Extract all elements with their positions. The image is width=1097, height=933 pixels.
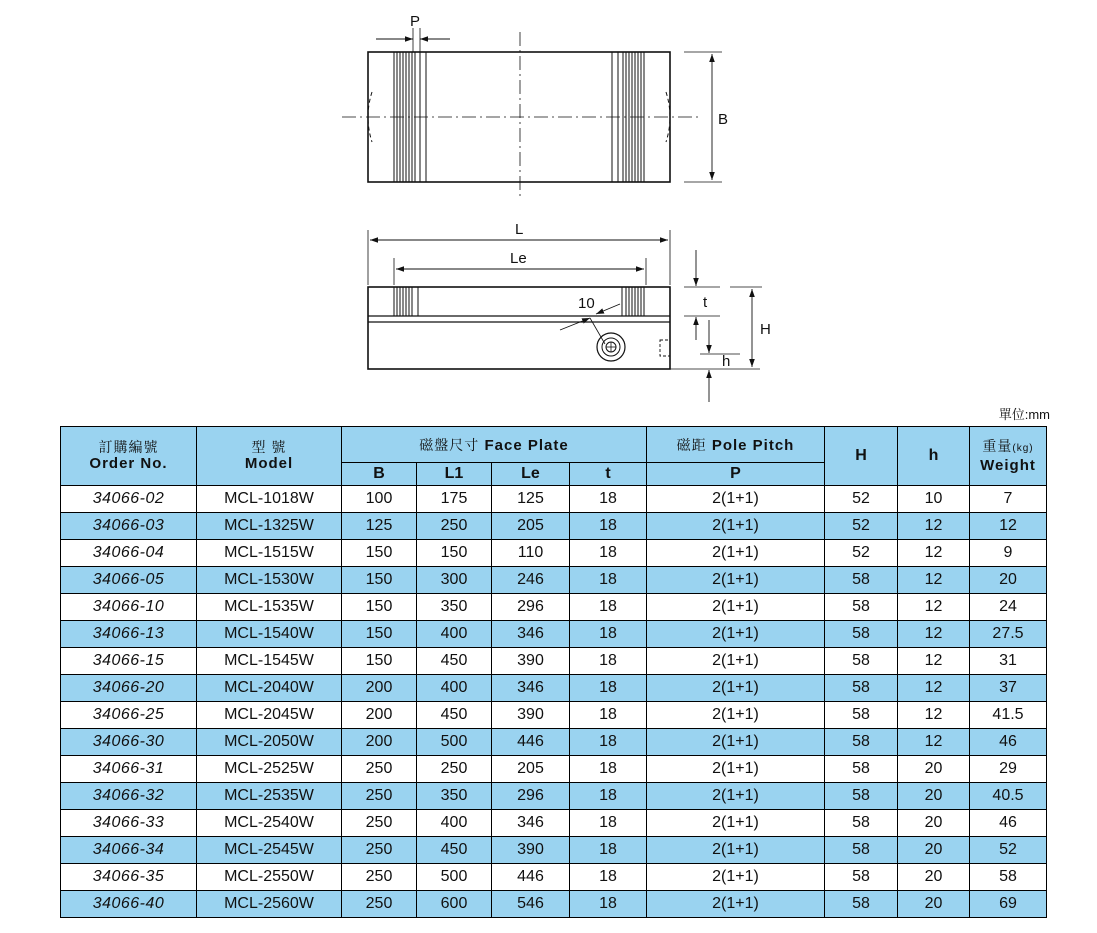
cell-p: 2(1+1) (647, 837, 825, 864)
cell-model: MCL-1530W (197, 567, 342, 594)
table-row (61, 540, 1047, 567)
cell-order: 34066-31 (61, 756, 197, 783)
cell-order: 34066-03 (61, 513, 197, 540)
cell-l1: 450 (417, 837, 492, 864)
table-row (61, 567, 1047, 594)
cell-order: 34066-30 (61, 729, 197, 756)
cell-t: 18 (570, 513, 647, 540)
cell-l1: 600 (417, 891, 492, 918)
cell-le: 446 (492, 864, 570, 891)
cell-model: MCL-2550W (197, 864, 342, 891)
cell-l1: 350 (417, 594, 492, 621)
cell-order: 34066-34 (61, 837, 197, 864)
cell-l1: 300 (417, 567, 492, 594)
cell-weight: 40.5 (970, 783, 1047, 810)
spec-table-body (61, 486, 1047, 918)
cell-l1: 450 (417, 648, 492, 675)
cell-t: 18 (570, 486, 647, 513)
cell-p: 2(1+1) (647, 891, 825, 918)
table-row (61, 702, 1047, 729)
cell-t: 18 (570, 540, 647, 567)
spec-table (60, 426, 1047, 918)
cell-h: 58 (825, 864, 898, 891)
cell-h: 12 (898, 513, 970, 540)
cell-b: 150 (342, 540, 417, 567)
header-small-h: h (898, 427, 970, 486)
table-row (61, 513, 1047, 540)
cell-h: 10 (898, 486, 970, 513)
table-row (61, 675, 1047, 702)
table-row (61, 810, 1047, 837)
cell-b: 150 (342, 621, 417, 648)
cell-l1: 450 (417, 702, 492, 729)
cell-le: 346 (492, 810, 570, 837)
cell-order: 34066-25 (61, 702, 197, 729)
cell-l1: 500 (417, 864, 492, 891)
table-row (61, 621, 1047, 648)
cell-b: 200 (342, 675, 417, 702)
cell-p: 2(1+1) (647, 594, 825, 621)
cell-l1: 400 (417, 675, 492, 702)
dim-label-h-lower: h (722, 353, 731, 370)
cell-l1: 400 (417, 810, 492, 837)
cell-weight: 12 (970, 513, 1047, 540)
cell-h: 12 (898, 675, 970, 702)
cell-t: 18 (570, 594, 647, 621)
cell-weight: 27.5 (970, 621, 1047, 648)
cell-t: 18 (570, 675, 647, 702)
cell-h: 20 (898, 783, 970, 810)
cell-order: 34066-04 (61, 540, 197, 567)
cell-weight: 69 (970, 891, 1047, 918)
cell-model: MCL-2545W (197, 837, 342, 864)
cell-t: 18 (570, 729, 647, 756)
cell-weight: 52 (970, 837, 1047, 864)
cell-b: 150 (342, 648, 417, 675)
cell-order: 34066-20 (61, 675, 197, 702)
cell-model: MCL-1545W (197, 648, 342, 675)
cell-b: 150 (342, 594, 417, 621)
cell-model: MCL-2045W (197, 702, 342, 729)
cell-h: 20 (898, 864, 970, 891)
dim-label-p: P (410, 13, 421, 30)
cell-b: 250 (342, 810, 417, 837)
cell-weight: 24 (970, 594, 1047, 621)
cell-l1: 175 (417, 486, 492, 513)
cell-le: 205 (492, 513, 570, 540)
cell-h: 20 (898, 891, 970, 918)
cell-order: 34066-13 (61, 621, 197, 648)
cell-le: 205 (492, 756, 570, 783)
dim-label-h-upper: H (760, 321, 771, 338)
cell-h: 58 (825, 648, 898, 675)
cell-h: 58 (825, 567, 898, 594)
table-row (61, 594, 1047, 621)
cell-p: 2(1+1) (647, 729, 825, 756)
cell-weight: 46 (970, 729, 1047, 756)
cell-p: 2(1+1) (647, 675, 825, 702)
cell-h: 58 (825, 756, 898, 783)
cell-h: 20 (898, 837, 970, 864)
cell-model: MCL-1515W (197, 540, 342, 567)
cell-h: 12 (898, 540, 970, 567)
cell-h: 12 (898, 567, 970, 594)
cell-p: 2(1+1) (647, 540, 825, 567)
technical-drawing (0, 0, 1097, 405)
cell-model: MCL-2050W (197, 729, 342, 756)
cell-order: 34066-32 (61, 783, 197, 810)
cell-p: 2(1+1) (647, 756, 825, 783)
cell-t: 18 (570, 837, 647, 864)
cell-h: 12 (898, 621, 970, 648)
cell-b: 125 (342, 513, 417, 540)
cell-h: 12 (898, 648, 970, 675)
cell-h: 12 (898, 594, 970, 621)
cell-p: 2(1+1) (647, 486, 825, 513)
cell-weight: 37 (970, 675, 1047, 702)
cell-h: 20 (898, 756, 970, 783)
header-face-plate: 磁盤尺寸 Face Plate (342, 427, 647, 463)
cell-h: 12 (898, 702, 970, 729)
cell-le: 246 (492, 567, 570, 594)
cell-l1: 250 (417, 756, 492, 783)
cell-h: 12 (898, 729, 970, 756)
header-weight: 重量(kg) Weight (970, 427, 1047, 486)
cell-h: 58 (825, 729, 898, 756)
cell-order: 34066-35 (61, 864, 197, 891)
dim-label-t: t (703, 294, 708, 311)
cell-l1: 500 (417, 729, 492, 756)
table-row (61, 756, 1047, 783)
cell-le: 546 (492, 891, 570, 918)
unit-label: 單位:mm (998, 407, 1050, 422)
cell-b: 150 (342, 567, 417, 594)
cell-p: 2(1+1) (647, 783, 825, 810)
cell-weight: 41.5 (970, 702, 1047, 729)
table-row (61, 729, 1047, 756)
cell-model: MCL-1325W (197, 513, 342, 540)
cell-h: 20 (898, 810, 970, 837)
cell-weight: 31 (970, 648, 1047, 675)
cell-b: 200 (342, 702, 417, 729)
table-row (61, 837, 1047, 864)
cell-t: 18 (570, 648, 647, 675)
dim-label-l: L (515, 221, 524, 238)
cell-weight: 46 (970, 810, 1047, 837)
dim-label-angle: 10 (578, 295, 595, 312)
cell-t: 18 (570, 756, 647, 783)
dim-label-b: B (718, 111, 729, 128)
table-row (61, 783, 1047, 810)
cell-le: 125 (492, 486, 570, 513)
cell-p: 2(1+1) (647, 702, 825, 729)
cell-model: MCL-1540W (197, 621, 342, 648)
header-order-no: 訂購編號 Order No. (61, 427, 197, 486)
cell-weight: 7 (970, 486, 1047, 513)
cell-le: 446 (492, 729, 570, 756)
cell-b: 250 (342, 891, 417, 918)
cell-l1: 150 (417, 540, 492, 567)
cell-weight: 58 (970, 864, 1047, 891)
header-p: P (647, 463, 825, 486)
cell-t: 18 (570, 864, 647, 891)
cell-p: 2(1+1) (647, 810, 825, 837)
cell-p: 2(1+1) (647, 513, 825, 540)
cell-h: 58 (825, 783, 898, 810)
cell-order: 34066-33 (61, 810, 197, 837)
cell-b: 250 (342, 783, 417, 810)
cell-order: 34066-15 (61, 648, 197, 675)
cell-t: 18 (570, 567, 647, 594)
cell-t: 18 (570, 702, 647, 729)
cell-h: 58 (825, 702, 898, 729)
cell-model: MCL-2540W (197, 810, 342, 837)
cell-order: 34066-10 (61, 594, 197, 621)
cell-h: 58 (825, 837, 898, 864)
table-row (61, 486, 1047, 513)
cell-le: 390 (492, 702, 570, 729)
cell-h: 58 (825, 594, 898, 621)
cell-h: 58 (825, 810, 898, 837)
dim-label-le: Le (510, 250, 527, 267)
cell-le: 296 (492, 783, 570, 810)
cell-h: 58 (825, 891, 898, 918)
cell-h: 52 (825, 486, 898, 513)
cell-le: 296 (492, 594, 570, 621)
header-t: t (570, 463, 647, 486)
cell-b: 100 (342, 486, 417, 513)
header-h: H (825, 427, 898, 486)
cell-le: 110 (492, 540, 570, 567)
header-pole-pitch: 磁距 Pole Pitch (647, 427, 825, 463)
header-le: Le (492, 463, 570, 486)
cell-b: 250 (342, 756, 417, 783)
cell-model: MCL-2040W (197, 675, 342, 702)
cell-le: 390 (492, 648, 570, 675)
cell-order: 34066-05 (61, 567, 197, 594)
header-model: 型 號 Model (197, 427, 342, 486)
cell-b: 250 (342, 837, 417, 864)
table-row (61, 648, 1047, 675)
cell-l1: 250 (417, 513, 492, 540)
cell-model: MCL-2535W (197, 783, 342, 810)
cell-t: 18 (570, 783, 647, 810)
cell-h: 58 (825, 675, 898, 702)
cell-h: 52 (825, 540, 898, 567)
cell-p: 2(1+1) (647, 648, 825, 675)
cell-model: MCL-2525W (197, 756, 342, 783)
cell-l1: 400 (417, 621, 492, 648)
cell-b: 250 (342, 864, 417, 891)
table-row (61, 891, 1047, 918)
cell-weight: 9 (970, 540, 1047, 567)
cell-weight: 20 (970, 567, 1047, 594)
cell-order: 34066-02 (61, 486, 197, 513)
header-l1: L1 (417, 463, 492, 486)
cell-le: 390 (492, 837, 570, 864)
cell-l1: 350 (417, 783, 492, 810)
cell-model: MCL-2560W (197, 891, 342, 918)
cell-order: 34066-40 (61, 891, 197, 918)
cell-t: 18 (570, 621, 647, 648)
cell-h: 52 (825, 513, 898, 540)
cell-t: 18 (570, 810, 647, 837)
cell-p: 2(1+1) (647, 864, 825, 891)
header-b: B (342, 463, 417, 486)
cell-le: 346 (492, 621, 570, 648)
table-row (61, 864, 1047, 891)
side-view (368, 230, 762, 402)
top-view (342, 28, 722, 200)
cell-b: 200 (342, 729, 417, 756)
cell-weight: 29 (970, 756, 1047, 783)
cell-model: MCL-1018W (197, 486, 342, 513)
cell-p: 2(1+1) (647, 621, 825, 648)
cell-le: 346 (492, 675, 570, 702)
cell-model: MCL-1535W (197, 594, 342, 621)
cell-p: 2(1+1) (647, 567, 825, 594)
cell-t: 18 (570, 891, 647, 918)
cell-h: 58 (825, 621, 898, 648)
